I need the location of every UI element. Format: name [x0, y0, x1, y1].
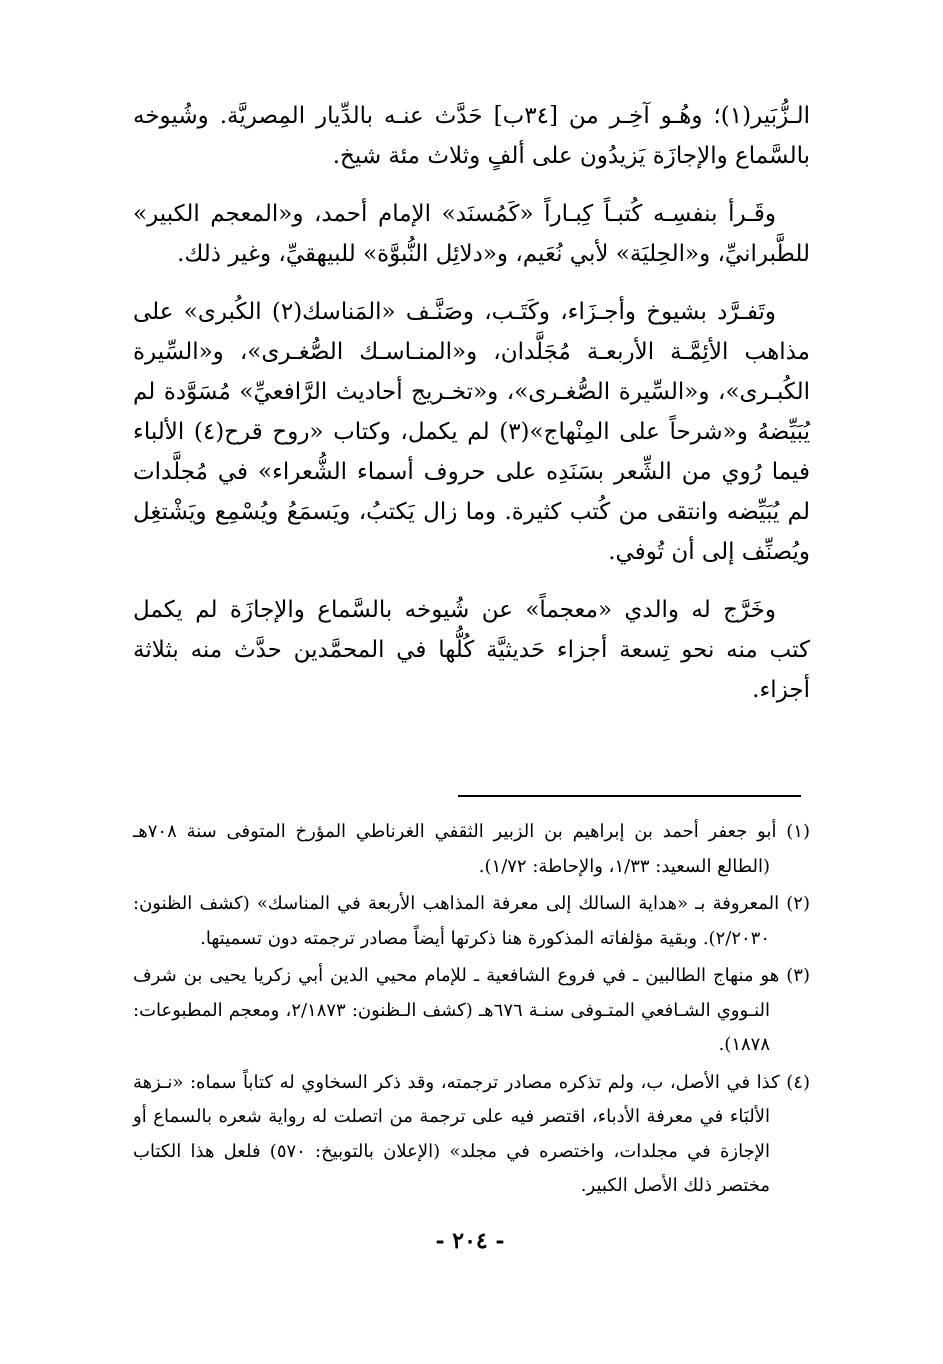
footnote: (٣) هو منهاج الطالبين ـ في فروع الشافعية ـ للإمام محيي الدين أبي زكريا يحيى بن شرف النـووي الشـافعي المتـوفى سنـة ٦٧٦هـ (كشف الـظنون: ٢/١٨٧٣، ومعجم المطبوعات: ١٨٧٨).: [133, 965, 810, 1055]
footnote: (١) أبو جعفر أحمد بن إبراهيم بن الزبير الثقفي الغرناطي المؤرخ المتوفى سنة ٧٠٨هـ (الطالع السعيد: ١/٣٣، والإحاطة: ١/٧٢).: [133, 821, 810, 877]
footnote: (٤) كذا في الأصل، ب، ولم تذكره مصادر ترجمته، وقد ذكر السخاوي له كتاباً سماه: «نـزهة الألبَاء في معرفة الأدباء، اقتصر فيه على ترجمة من اتصلت له رواية شعره بالسماع أو الإجازة في مجلدات، واختصره في مجلد» (الإعلان بالتوبيخ: ٥٧٠) فلعل هذا الكتاب مختصر ذلك الأصل الكبير.: [133, 1071, 810, 1196]
paragraph: وقَـرأ بنفسِـه كُتبـاً كِبـاراً «كَمُسنَد» الإمام أحمد، و«المعجم الكبير» للطَّبرانيِّ، و«الحِليَة» لأبي نُعَيم، و«دلائِل النُّبوَّة» للبيهقيِّ، وغير ذلك.: [133, 201, 810, 267]
main-text: [133, 96, 810, 710]
paragraph: الـزُّبَير(١)؛ وهُـو آخِـر من [٣٤ب] حَدَّث عنـه بالدِّيار المِصريَّة. وشُيوخه بالسَّماع والإجازَة يَزيدُون على ألفٍ وثلاث مئة شيخ.: [133, 103, 810, 169]
footnote-separator: [458, 795, 801, 797]
page-number: - ٢٠٤ -: [435, 1228, 505, 1254]
paragraph: وخَرَّج له والدي «معجماً» عن شُيوخه بالسَّماع والإجازَة لم يكمل كتب منه نحو تِسعة أجزاء حَديثيَّة كُلُّها في المحمَّدين حدَّث منه بثلاثة أجزاء.: [133, 597, 810, 703]
footnotes: [133, 815, 810, 1204]
footnote: (٢) المعروفة بـ «هداية السالك إلى معرفة المذاهب الأربعة في المناسك» (كشف الظنون: ٢/٢٠٣٠). وبقية مؤلفاته المذكورة هنا ذكرتها أيضاً مصادر ترجمته دون تسميتها.: [133, 893, 810, 949]
paragraph: وتَفـرَّد بشيوخ وأجـزَاء، وكَتَـب، وصَنَّـف «المَناسك(٢) الكُبرى» على مذاهب الأئِمَّـة الأربعـة مُجَلَّدان، و«المنـاسـك الصُّغـرى»، و«السِّيرة الكُبـرى»، و«السِّيرة الصُّغـرى»، و«تخـريج أحاديث الرَّافعيِّ» مُسَوَّدة لم يُبَيِّضهُ و«شرحاً على المِنْهاج»(٣) لم يكمل، وكتاب «روح قرح(٤) الألباء فيما رُوي من الشِّعر بسَنَدِه على حروف أسماء الشُّعراء» في مُجلَّدات لم يُبَيِّضه وانتقى من كُتب كثيرة. وما زال يَكتبُ، ويَسمَعُ ويُسْمِع ويَشْتغِل ويُصنِّف إلى أن تُوفي.: [133, 299, 810, 565]
